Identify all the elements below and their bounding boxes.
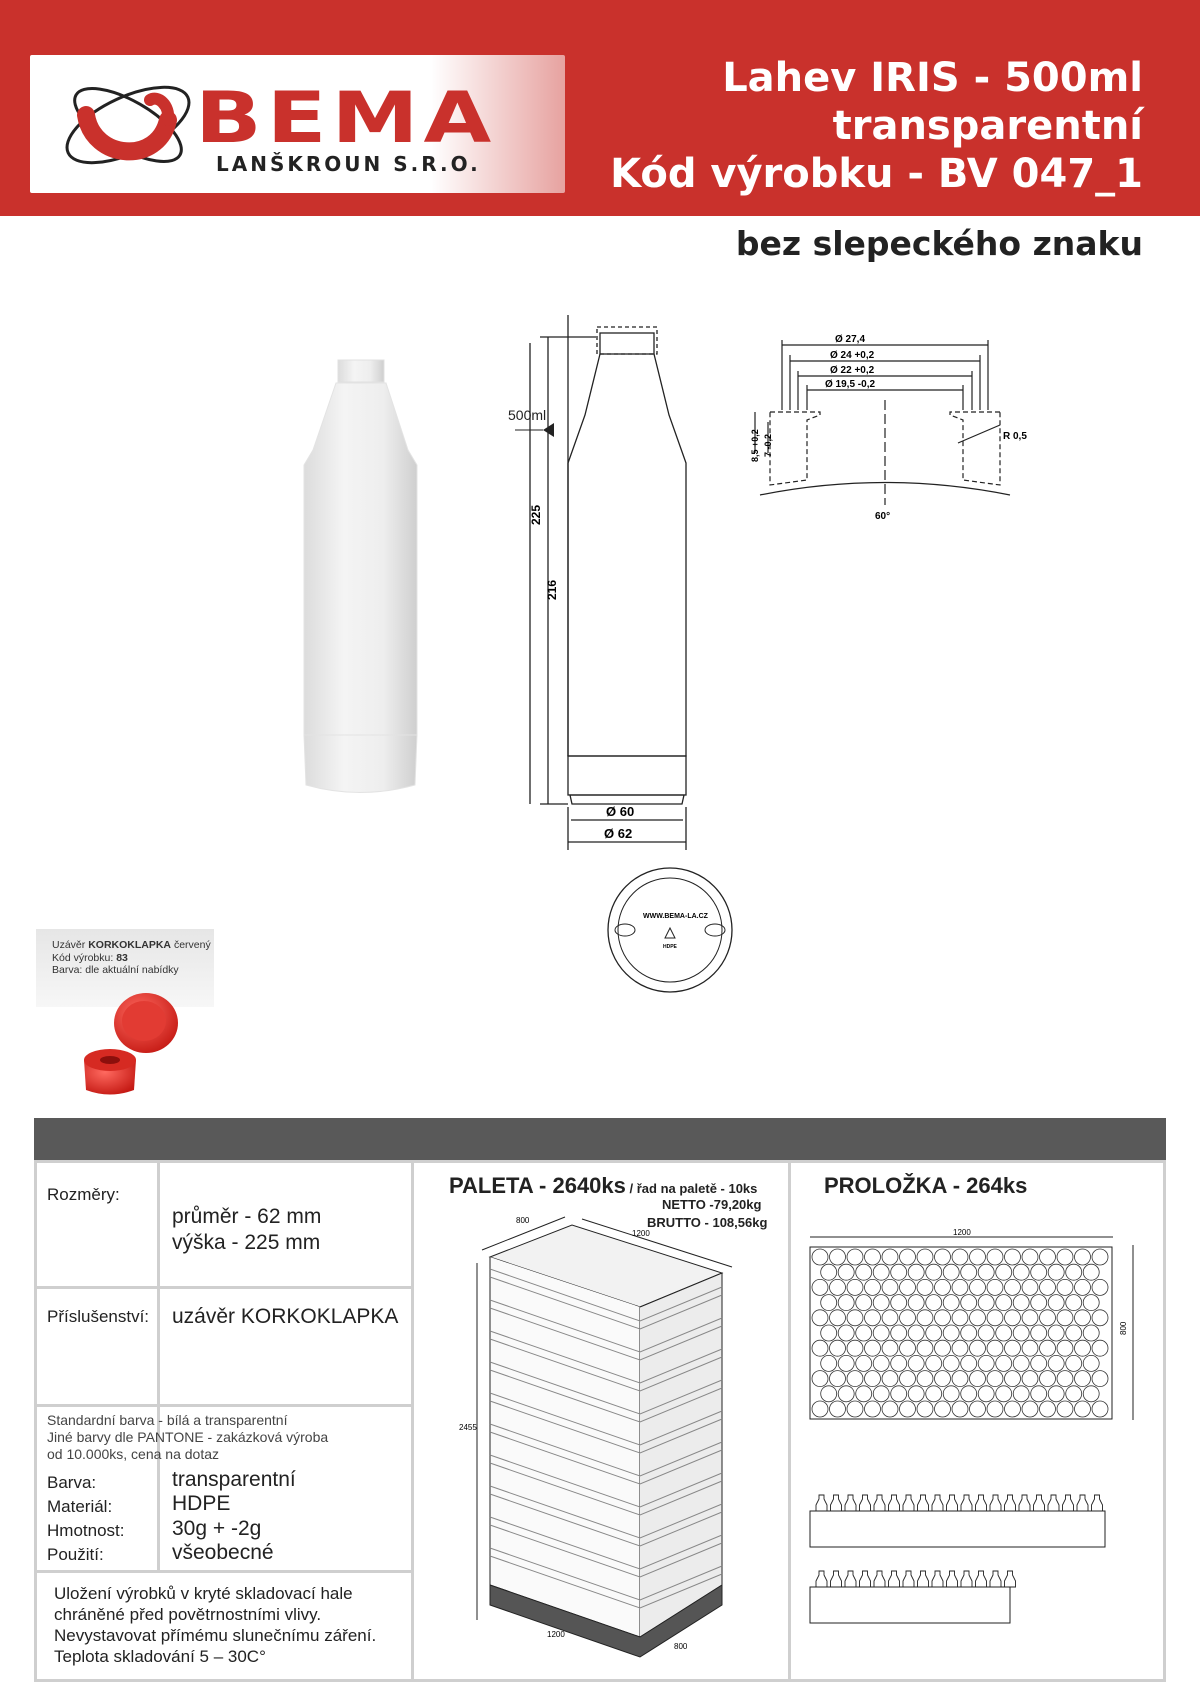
height-inner-label: 216 bbox=[545, 579, 559, 600]
layer-pad-slot bbox=[830, 1249, 846, 1265]
layer-pad-slot bbox=[847, 1340, 863, 1356]
layer-pad-bottle bbox=[947, 1495, 958, 1511]
neck-radius-label: R 0,5 bbox=[1003, 431, 1027, 442]
storage-line-2: chráněné před povětrnostními vlivy. bbox=[54, 1605, 322, 1624]
layer-pad-slot bbox=[961, 1325, 977, 1341]
company-name: BEMA bbox=[195, 77, 497, 159]
layer-pad-bottle bbox=[816, 1495, 827, 1511]
layer-pad-slot bbox=[987, 1249, 1003, 1265]
layer-pad-slot bbox=[856, 1355, 872, 1371]
layer-pad-slot bbox=[812, 1340, 828, 1356]
layer-pad-bottle bbox=[831, 1571, 842, 1587]
layer-pad-slot bbox=[970, 1279, 986, 1295]
title-line-2: transparentní bbox=[832, 103, 1143, 149]
layer-pad-bottle bbox=[874, 1495, 885, 1511]
layer-pad-slot bbox=[873, 1355, 889, 1371]
layer-pad-bottle bbox=[1063, 1495, 1074, 1511]
company-subname: LANŠKROUN S.R.O. bbox=[216, 152, 481, 176]
layer-pad-slot bbox=[838, 1325, 854, 1341]
diameter-value: průměr - 62 mm bbox=[172, 1205, 322, 1228]
layer-pad-slot bbox=[847, 1310, 863, 1326]
layer-pad-slot bbox=[1066, 1295, 1082, 1311]
pallet-dim-base-depth: 800 bbox=[674, 1642, 688, 1651]
diameter-inner-label: Ø 60 bbox=[606, 804, 635, 819]
usage-value: všeobecné bbox=[172, 1541, 274, 1564]
layer-pad-slot bbox=[996, 1325, 1012, 1341]
layer-pad-bottle bbox=[1092, 1495, 1103, 1511]
layer-pad-bottle bbox=[1034, 1495, 1045, 1511]
dimensions-label: Rozměry: bbox=[47, 1185, 120, 1204]
layer-pad-slot bbox=[900, 1340, 916, 1356]
neck-d3-label: Ø 22 +0,2 bbox=[830, 365, 875, 376]
layer-pad-slot bbox=[1066, 1325, 1082, 1341]
layer-pad-slot bbox=[943, 1264, 959, 1280]
title-line-1: Lahev IRIS - 500ml bbox=[722, 55, 1143, 101]
layer-pad-slot bbox=[1092, 1401, 1108, 1417]
layer-pad-slot bbox=[882, 1310, 898, 1326]
color-note-1: Standardní barva - bílá a transparentní bbox=[47, 1412, 288, 1428]
layer-pad-bottle bbox=[932, 1495, 943, 1511]
layer-pad-bottle bbox=[845, 1571, 856, 1587]
material-value: HDPE bbox=[172, 1492, 231, 1515]
layer-pad-bottle bbox=[816, 1571, 827, 1587]
layer-pad-slot bbox=[830, 1371, 846, 1387]
layer-pad-slot bbox=[1092, 1310, 1108, 1326]
layer-pad-slot bbox=[900, 1310, 916, 1326]
layer-pad-slot bbox=[847, 1371, 863, 1387]
layer-pad-slot bbox=[952, 1310, 968, 1326]
accessories-label: Příslušenství: bbox=[47, 1307, 150, 1326]
layer-pad-bottle bbox=[961, 1495, 972, 1511]
layer-pad-slot bbox=[821, 1355, 837, 1371]
bottle-technical-drawing bbox=[508, 315, 750, 855]
layer-pad-slot bbox=[812, 1310, 828, 1326]
layer-pad-slot bbox=[978, 1295, 994, 1311]
neck-d1-label: Ø 27,4 bbox=[835, 334, 866, 345]
color-note-2: Jiné barvy dle PANTONE - zakázková výroba bbox=[47, 1429, 329, 1445]
volume-label: 500ml bbox=[508, 407, 547, 423]
layer-pad-bottle bbox=[932, 1571, 943, 1587]
table-divider bbox=[34, 1570, 412, 1573]
layer-pad-slot bbox=[978, 1325, 994, 1341]
layer-pad-slot bbox=[900, 1279, 916, 1295]
layer-pad-bottle bbox=[860, 1571, 871, 1587]
layer-pad-slot bbox=[1022, 1249, 1038, 1265]
layer-pad-slot bbox=[1075, 1310, 1091, 1326]
layer-pad-slot bbox=[900, 1249, 916, 1265]
layer-pad-slot bbox=[926, 1264, 942, 1280]
layer-pad-slot bbox=[970, 1340, 986, 1356]
layer-pad-slot bbox=[926, 1355, 942, 1371]
layer-pad-slot bbox=[952, 1249, 968, 1265]
layer-pad-bottle bbox=[889, 1571, 900, 1587]
layer-pad-slot bbox=[1066, 1355, 1082, 1371]
layer-pad-slot bbox=[978, 1355, 994, 1371]
layer-pad-bottle bbox=[918, 1571, 929, 1587]
product-title bbox=[610, 54, 1143, 198]
title-line-3: Kód výrobku - BV 047_1 bbox=[610, 151, 1143, 197]
layer-pad-bottle bbox=[860, 1495, 871, 1511]
layer-pad-slot bbox=[917, 1401, 933, 1417]
weight-label: Hmotnost: bbox=[47, 1521, 125, 1540]
layer-pad-bottle bbox=[947, 1571, 958, 1587]
storage-line-1: Uložení výrobků v kryté skladovací hale bbox=[54, 1584, 353, 1603]
layer-pad-slot bbox=[873, 1264, 889, 1280]
layer-pad-slot bbox=[1092, 1340, 1108, 1356]
neck-h1-label: 8,5 +0,2 bbox=[750, 429, 760, 462]
layer-pad-bottle bbox=[990, 1571, 1001, 1587]
layer-pad-slot bbox=[917, 1371, 933, 1387]
layer-pad-slot bbox=[882, 1401, 898, 1417]
layer-pad-slot bbox=[1075, 1340, 1091, 1356]
layer-pad-slot bbox=[970, 1310, 986, 1326]
bottom-url: WWW.BEMA-LA.CZ bbox=[643, 913, 708, 920]
layer-pad-slot bbox=[865, 1340, 881, 1356]
layer-pad-slot bbox=[1013, 1355, 1029, 1371]
pallet-dim-base-width: 1200 bbox=[547, 1630, 565, 1639]
layer-pad-bottle bbox=[918, 1495, 929, 1511]
layer-pad-slot bbox=[812, 1279, 828, 1295]
layer-pad-slot bbox=[952, 1401, 968, 1417]
layer-pad-slot bbox=[830, 1279, 846, 1295]
layer-pad-slot bbox=[908, 1325, 924, 1341]
layer-pad-slot bbox=[1083, 1386, 1099, 1402]
pallet-dim-width: 1200 bbox=[632, 1229, 650, 1238]
layer-pad-bottle bbox=[889, 1495, 900, 1511]
layer-pad-slot bbox=[1005, 1310, 1021, 1326]
layer-pad-slot bbox=[917, 1310, 933, 1326]
table-divider bbox=[34, 1404, 412, 1407]
layer-pad-slot bbox=[943, 1355, 959, 1371]
layer-pad-bottle bbox=[845, 1495, 856, 1511]
layer-pad-slot bbox=[952, 1279, 968, 1295]
layer-pad-bottle bbox=[961, 1571, 972, 1587]
material-label: Materiál: bbox=[47, 1497, 113, 1516]
pallet-brutto: BRUTTO - 108,56kg bbox=[647, 1215, 768, 1230]
layer-pad-slot bbox=[1048, 1386, 1064, 1402]
layer-pad-slot bbox=[1092, 1279, 1108, 1295]
layer-pad-slot bbox=[935, 1371, 951, 1387]
table-divider bbox=[788, 1160, 791, 1682]
layer-pad-slot bbox=[838, 1386, 854, 1402]
cap-color: červený bbox=[171, 939, 211, 951]
layer-pad-slot bbox=[891, 1295, 907, 1311]
layer-pad-slot bbox=[821, 1325, 837, 1341]
layer-pad-slot bbox=[935, 1310, 951, 1326]
layer-pad-slot bbox=[882, 1249, 898, 1265]
layer-pad-slot bbox=[865, 1401, 881, 1417]
layer-pad-slot bbox=[1005, 1279, 1021, 1295]
layer-pad-slot bbox=[935, 1401, 951, 1417]
height-value: výška - 225 mm bbox=[172, 1231, 321, 1254]
layer-pad-bottle bbox=[976, 1495, 987, 1511]
layer-pad-slot bbox=[987, 1401, 1003, 1417]
layer-pad-slot bbox=[847, 1401, 863, 1417]
layer-pad-bottle bbox=[1019, 1495, 1030, 1511]
layer-pad-slot bbox=[1031, 1264, 1047, 1280]
layer-pad-slot bbox=[830, 1401, 846, 1417]
layer-pad-slot bbox=[838, 1295, 854, 1311]
layer-pad-dim-depth: 800 bbox=[1119, 1321, 1128, 1335]
layer-pad-slot bbox=[1057, 1401, 1073, 1417]
layer-pad-slot bbox=[1066, 1386, 1082, 1402]
layer-pad-slot bbox=[1040, 1401, 1056, 1417]
storage-line-3: Nevystavovat přímému slunečnímu záření. bbox=[54, 1626, 377, 1645]
layer-pad-slot bbox=[821, 1264, 837, 1280]
layer-pad-slot bbox=[900, 1401, 916, 1417]
neck-section-drawing bbox=[750, 325, 1040, 525]
layer-pad-slot bbox=[1031, 1295, 1047, 1311]
layer-pad-slot bbox=[1005, 1401, 1021, 1417]
storage-instructions bbox=[54, 1583, 376, 1667]
layer-pad-slot bbox=[987, 1340, 1003, 1356]
layer-pad-slot bbox=[996, 1355, 1012, 1371]
layer-pad-slot bbox=[1092, 1371, 1108, 1387]
layer-pad-bottle bbox=[976, 1571, 987, 1587]
diameter-outer-label: Ø 62 bbox=[604, 826, 633, 841]
accessories-value: uzávěr KORKOKLAPKA bbox=[172, 1305, 399, 1328]
table-divider bbox=[34, 1286, 412, 1289]
layer-pad-slot bbox=[943, 1295, 959, 1311]
layer-pad-slot bbox=[821, 1386, 837, 1402]
layer-pad-slot bbox=[1005, 1371, 1021, 1387]
layer-pad-bottle bbox=[1005, 1495, 1016, 1511]
layer-pad-slot bbox=[856, 1295, 872, 1311]
layer-pad-slot bbox=[1048, 1264, 1064, 1280]
layer-pad-slot bbox=[926, 1325, 942, 1341]
layer-pad-slot bbox=[1040, 1249, 1056, 1265]
layer-pad-slot bbox=[891, 1355, 907, 1371]
cap-code: 83 bbox=[116, 951, 128, 964]
layer-pad-slot bbox=[882, 1371, 898, 1387]
layer-pad-slot bbox=[830, 1340, 846, 1356]
pallet-rows: / řad na paletě - 10ks bbox=[625, 1181, 758, 1196]
layer-pad-slot bbox=[873, 1325, 889, 1341]
company-logo bbox=[30, 55, 565, 193]
layer-pad-slot bbox=[926, 1386, 942, 1402]
pallet-netto: NETTO -79,20kg bbox=[662, 1197, 762, 1212]
layer-pad-slot bbox=[891, 1386, 907, 1402]
layer-pad-slot bbox=[821, 1295, 837, 1311]
layer-pad-slot bbox=[1066, 1264, 1082, 1280]
cap-line1-prefix: Uzávěr bbox=[52, 939, 89, 951]
layer-pad-slot bbox=[1022, 1371, 1038, 1387]
layer-pad-slot bbox=[1057, 1371, 1073, 1387]
pallet-dim-depth: 800 bbox=[516, 1216, 530, 1225]
weight-value: 30g + -2g bbox=[172, 1517, 262, 1540]
layer-pad-slot bbox=[882, 1279, 898, 1295]
cap-code-label: Kód výrobku: bbox=[52, 951, 117, 964]
bottle-photo bbox=[280, 355, 450, 805]
layer-pad-slot bbox=[900, 1371, 916, 1387]
layer-pad-slot bbox=[1040, 1340, 1056, 1356]
layer-pad-slot bbox=[1083, 1325, 1099, 1341]
layer-pad-slot bbox=[856, 1386, 872, 1402]
layer-pad-slot bbox=[865, 1371, 881, 1387]
cap-name: KORKOKLAPKA bbox=[88, 939, 172, 951]
layer-pad-slot bbox=[1031, 1355, 1047, 1371]
layer-pad-slot bbox=[1013, 1264, 1029, 1280]
layer-pad-slot bbox=[1075, 1401, 1091, 1417]
layer-pad-slot bbox=[847, 1249, 863, 1265]
layer-pad-title: PROLOŽKA - 264ks bbox=[824, 1173, 1028, 1198]
layer-pad-bottle bbox=[831, 1495, 842, 1511]
layer-pad-slot bbox=[1092, 1249, 1108, 1265]
layer-pad-slot bbox=[908, 1295, 924, 1311]
layer-pad-slot bbox=[1031, 1386, 1047, 1402]
layer-pad-slot bbox=[1083, 1264, 1099, 1280]
layer-pad-slot bbox=[1022, 1401, 1038, 1417]
layer-pad-slot bbox=[1013, 1295, 1029, 1311]
layer-pad-bottle bbox=[874, 1571, 885, 1587]
layer-pad-bottle bbox=[1005, 1571, 1016, 1587]
layer-pad-slot bbox=[856, 1264, 872, 1280]
layer-pad-slot bbox=[812, 1401, 828, 1417]
layer-pad-slot bbox=[908, 1355, 924, 1371]
layer-pad-slot bbox=[987, 1279, 1003, 1295]
layer-pad-slot bbox=[865, 1249, 881, 1265]
layer-pad-slot bbox=[1022, 1310, 1038, 1326]
neck-h2-label: 7 -0,2 bbox=[763, 433, 773, 457]
pallet-title bbox=[449, 1173, 757, 1199]
layer-pad-slot bbox=[926, 1295, 942, 1311]
layer-pad-slot bbox=[996, 1295, 1012, 1311]
layer-pad-slot bbox=[1057, 1340, 1073, 1356]
layer-pad-slot bbox=[1048, 1295, 1064, 1311]
layer-pad-slot bbox=[961, 1386, 977, 1402]
layer-pad-slot bbox=[908, 1386, 924, 1402]
layer-pad-slot bbox=[891, 1325, 907, 1341]
spec-header-bar bbox=[34, 1118, 1166, 1160]
layer-pad-slot bbox=[1022, 1279, 1038, 1295]
layer-pad-slot bbox=[917, 1340, 933, 1356]
layer-pad-dim-width: 1200 bbox=[953, 1228, 971, 1237]
layer-pad-slot bbox=[812, 1371, 828, 1387]
layer-pad-slot bbox=[970, 1371, 986, 1387]
layer-pad-slot bbox=[812, 1249, 828, 1265]
layer-pad-slot bbox=[987, 1371, 1003, 1387]
layer-pad-slot bbox=[1040, 1371, 1056, 1387]
layer-pad-slot bbox=[882, 1340, 898, 1356]
storage-line-4: Teplota skladování 5 – 30C° bbox=[54, 1647, 266, 1666]
layer-pad-slot bbox=[1075, 1249, 1091, 1265]
layer-pad-slot bbox=[1057, 1249, 1073, 1265]
neck-d4-label: Ø 19,5 -0,2 bbox=[825, 379, 876, 390]
product-subtitle: bez slepeckého znaku bbox=[735, 224, 1143, 263]
layer-pad-slot bbox=[970, 1249, 986, 1265]
usage-label: Použití: bbox=[47, 1545, 104, 1564]
layer-pad-slot bbox=[1040, 1310, 1056, 1326]
bottle-bottom-view bbox=[595, 860, 745, 1000]
layer-pad-slot bbox=[935, 1279, 951, 1295]
logo-orbit-icon bbox=[58, 65, 208, 185]
layer-pad-slot bbox=[1013, 1386, 1029, 1402]
layer-pad-slot bbox=[865, 1310, 881, 1326]
layer-pad-slot bbox=[1005, 1249, 1021, 1265]
layer-pad-slot bbox=[1083, 1295, 1099, 1311]
layer-pad-slot bbox=[891, 1264, 907, 1280]
layer-pad-slot bbox=[952, 1340, 968, 1356]
layer-pad-slot bbox=[996, 1264, 1012, 1280]
neck-angle-label: 60° bbox=[875, 511, 891, 522]
layer-pad-slot bbox=[1031, 1325, 1047, 1341]
layer-pad-slot bbox=[961, 1264, 977, 1280]
layer-pad-slot bbox=[943, 1386, 959, 1402]
layer-pad-slot bbox=[1057, 1310, 1073, 1326]
color-value: transparentní bbox=[172, 1468, 296, 1491]
layer-pad-slot bbox=[1040, 1279, 1056, 1295]
layer-pad-slot bbox=[1005, 1340, 1021, 1356]
layer-pad-slot bbox=[917, 1279, 933, 1295]
layer-pad-slot bbox=[847, 1279, 863, 1295]
neck-d2-label: Ø 24 +0,2 bbox=[830, 350, 875, 361]
layer-pad-slot bbox=[838, 1264, 854, 1280]
layer-pad-bottle bbox=[1077, 1495, 1088, 1511]
layer-pad-slot bbox=[952, 1371, 968, 1387]
layer-pad-slot bbox=[961, 1355, 977, 1371]
layer-pad-slot bbox=[830, 1310, 846, 1326]
layer-pad-drawing bbox=[808, 1225, 1138, 1655]
layer-pad-slot bbox=[935, 1249, 951, 1265]
layer-pad-slot bbox=[865, 1279, 881, 1295]
layer-pad-slot bbox=[978, 1386, 994, 1402]
layer-pad-slot bbox=[935, 1340, 951, 1356]
layer-pad-slot bbox=[978, 1264, 994, 1280]
color-label: Barva: bbox=[47, 1473, 97, 1492]
layer-pad-slot bbox=[1022, 1340, 1038, 1356]
layer-pad-slot bbox=[996, 1386, 1012, 1402]
layer-pad-slot bbox=[1013, 1325, 1029, 1341]
height-total-label: 225 bbox=[529, 504, 543, 525]
layer-pad-bottle bbox=[903, 1571, 914, 1587]
layer-pad-slot bbox=[1083, 1355, 1099, 1371]
layer-pad-slot bbox=[1048, 1325, 1064, 1341]
color-note-3: od 10.000ks, cena na dotaz bbox=[47, 1446, 220, 1462]
layer-pad-slot bbox=[873, 1386, 889, 1402]
layer-pad-slot bbox=[970, 1401, 986, 1417]
layer-pad-slot bbox=[1048, 1355, 1064, 1371]
layer-pad-slot bbox=[1075, 1371, 1091, 1387]
layer-pad-slot bbox=[987, 1310, 1003, 1326]
pallet-dim-height: 2455 bbox=[459, 1423, 477, 1432]
table-divider bbox=[411, 1160, 414, 1682]
cap-image bbox=[78, 985, 188, 1100]
layer-pad-bottle bbox=[903, 1495, 914, 1511]
layer-pad-slot bbox=[838, 1355, 854, 1371]
layer-pad-slot bbox=[943, 1325, 959, 1341]
layer-pad-bottle bbox=[1048, 1495, 1059, 1511]
layer-pad-slot bbox=[873, 1295, 889, 1311]
layer-pad-slot bbox=[1075, 1279, 1091, 1295]
cap-color-note: Barva: dle aktuální nabídky bbox=[52, 964, 179, 976]
layer-pad-slot bbox=[908, 1264, 924, 1280]
layer-pad-slot bbox=[961, 1295, 977, 1311]
layer-pad-slot bbox=[856, 1325, 872, 1341]
header-band bbox=[0, 0, 1200, 216]
layer-pad-slot bbox=[917, 1249, 933, 1265]
layer-pad-bottle bbox=[990, 1495, 1001, 1511]
layer-pad-slot bbox=[1057, 1279, 1073, 1295]
pallet-count: PALETA - 2640ks bbox=[449, 1173, 626, 1198]
bottom-material: HDPE bbox=[663, 944, 677, 950]
